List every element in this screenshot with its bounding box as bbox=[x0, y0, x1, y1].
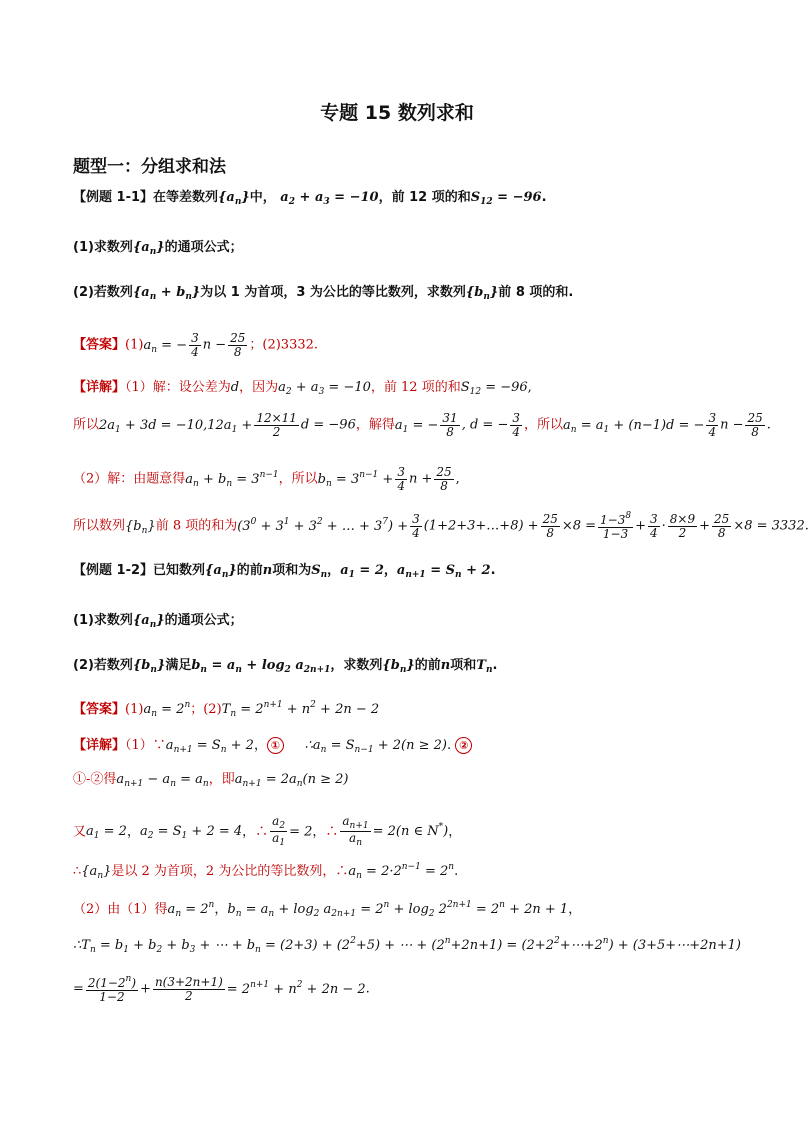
detail-1-1-line-1: 【详解】（1）解：设公差为d，因为$a_2 + a_3 = -10$，前 12 项的和$S_{12} = -96$, bbox=[73, 380, 532, 397]
question-1-2-part-2: (2)若数列$\{b_n\}$满足$b_n = a_n + \log_2 a_{2n+1}$，求数列$\{b_n\}$的前n项和$T_n$. bbox=[73, 658, 498, 675]
section-heading: 题型一：分组求和法 bbox=[73, 157, 226, 177]
detail-1-1-line-3: （2）解：由题意得$a_n + b_n = 3^{n-1}$，所以$b_n = 3^{n-1}$ + $\frac{3}{4}$ n + $\frac{25}{8}$ , bbox=[73, 465, 460, 493]
detail-1-1-line-2: 所以$2a_1 + 3d = -10,12a_1$ + $\frac{12\times 11}{2}$ d = −96，解得$a_1$ = − $\frac{31}{8}$ , d = − $\frac{3}{4}$ ，所以$a_n = a_1 + (n-1)d$ = − $\frac{3}{4}$ n − $\frac{25}{8}$ . bbox=[73, 411, 771, 439]
answer-1-1: 【答案】$(1)a_n$ = − $\frac{3}{4}$ n − $\frac{25}{8}$ ；(2)3332. bbox=[73, 331, 319, 359]
circled-two-marker: ② bbox=[455, 737, 472, 754]
question-1-1-part-1: (1)求数列$\{a_n\}$的通项公式； bbox=[73, 240, 243, 257]
answer-1-2: 【答案】$(1)a_n = 2^n$；$(2)T_n = 2^{n+1} + n^2 + 2n - 2$ bbox=[73, 700, 380, 719]
page-title: 专题 15 数列求和 bbox=[320, 102, 474, 124]
example-1-2-stem: 【例题 1-2】已知数列$\{a_n\}$的前n项和为$S_n$，$a_1 = 2$，$a_{n+1} = S_n + 2$. bbox=[73, 563, 496, 580]
circled-one-marker: ① bbox=[267, 737, 284, 754]
detail-1-2-line-5: （2）由（1）得$a_n = 2^n$，$b_n = a_n + \log_2 a_{2n+1} = 2^n + \log_2 2^{2n+1} = 2^n + 2n + 1$， bbox=[73, 900, 582, 919]
detail-1-2-line-3: 又$a_1 = 2$，$a_2 = S_1 + 2 = 4$，∴ $\frac{a_2}{a_1}$ = 2，∴ $\frac{a_{n+1}}{a_n}$ = 2(n ∈ N*)， bbox=[73, 814, 462, 849]
example-1-1-stem: 【例题 1-1】在等差数列$\{a_n\}$中， $a_2 + a_3 = -10$，前 12 项的和$S_{12} = -96$. bbox=[73, 190, 547, 207]
detail-1-1-line-4: 所以数列$\{b_n\}$前 8 项的和为($3^0 + 3^1 + 3^2$ + … + $3^7$) + $\frac{3}{4}$ (1+2+3+…+8) + $\frac{25}{8}$ ×8 = $\frac{1-3^8}{1-3}$ + $\frac{3}{4}$ · $\frac{8\times 9}{2}$ + $\frac{25}{8}$ ×8 = 3332. bbox=[73, 511, 809, 541]
detail-1-2-line-1: 【详解】$(1)\because a_{n+1} = S_n + 2$， ① $\therefore a_n = S_{n-1} + 2(n \ge 2)$. ② bbox=[73, 737, 472, 756]
question-1-2-part-1: (1)求数列$\{a_n\}$的通项公式； bbox=[73, 613, 243, 630]
detail-1-2-line-7: = $\frac{2(1-2^n)}{1-2}$ + $\frac{n(3+2n+1)}{2}$ = $2^{n+1} + n^2 + 2n - 2$. bbox=[73, 974, 370, 1004]
detail-1-2-line-6: $\therefore T_n = b_1 + b_2 + b_3$ + ⋯ + $b_n = (2+3) + (2^2+5)$ + ⋯ + $(2^n+2n+1)$ = $(2+2^2+\cdots+2^n)$ + (3+5+⋯+2n+1) bbox=[73, 936, 741, 955]
detail-1-2-line-2: ①-②得$a_{n+1} - a_n = a_n$，即$a_{n+1} = 2a_n(n \ge 2)$ bbox=[73, 772, 349, 789]
detail-1-2-line-4: $\therefore\{a_n\}$是以 2 为首项，2 为公比的等比数列，$\therefore a_n = 2\cdot 2^{n-1} = 2^n$. bbox=[73, 862, 459, 881]
question-1-1-part-2: (2)若数列$\{a_n + b_n\}$为以 1 为首项，3 为公比的等比数列，求数列$\{b_n\}$前 8 项的和. bbox=[73, 285, 574, 302]
